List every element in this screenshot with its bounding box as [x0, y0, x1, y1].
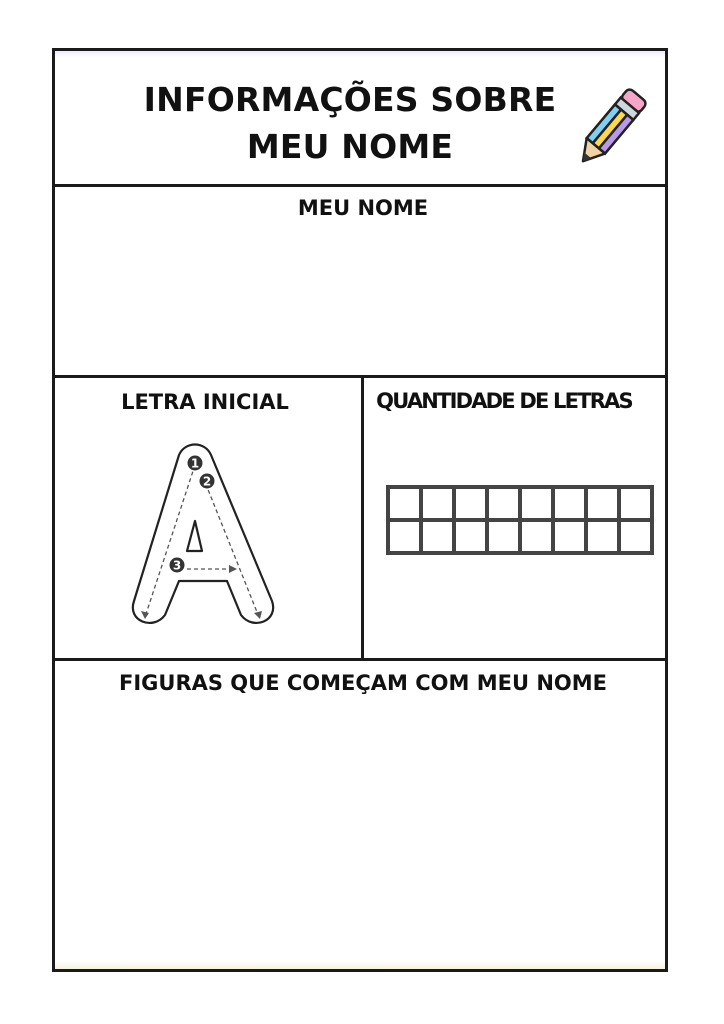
pencil-icon	[565, 83, 655, 175]
section-label-figures: FIGURAS QUE COMEÇAM COM MEU NOME	[119, 671, 607, 695]
letter-a-tracing	[123, 441, 283, 633]
page-title	[115, 76, 585, 170]
stroke-step-1: 1	[190, 456, 200, 471]
divider-middle-vertical	[361, 375, 364, 658]
letter-box	[619, 487, 652, 520]
letter-box	[454, 520, 487, 553]
letter-box	[454, 487, 487, 520]
letter-box	[421, 520, 454, 553]
stroke-step-2: 2	[202, 474, 212, 489]
divider-middle	[55, 658, 665, 661]
stroke-step-3: 3	[172, 558, 182, 573]
letter-box	[520, 520, 553, 553]
letter-box	[619, 520, 652, 553]
title-line-2: MEU NOME	[246, 127, 454, 166]
letter-box	[487, 487, 520, 520]
letter-box	[586, 487, 619, 520]
letter-box	[388, 487, 421, 520]
title-line-1: INFORMAÇÕES SOBRE	[143, 80, 557, 119]
section-label-name: MEU NOME	[297, 196, 429, 220]
worksheet	[52, 48, 668, 972]
letter-box	[553, 520, 586, 553]
letter-box	[586, 520, 619, 553]
letter-box	[421, 487, 454, 520]
letter-box	[520, 487, 553, 520]
letter-box	[553, 487, 586, 520]
letter-a-outline	[133, 445, 273, 623]
letter-box	[487, 520, 520, 553]
letter-count-grid	[385, 484, 655, 556]
divider-name	[55, 375, 665, 378]
letter-box	[388, 520, 421, 553]
section-label-initial-letter: LETRA INICIAL	[121, 390, 289, 414]
section-label-letter-count: QUANTIDADE DE LETRAS	[376, 389, 632, 413]
divider-header	[55, 184, 665, 187]
